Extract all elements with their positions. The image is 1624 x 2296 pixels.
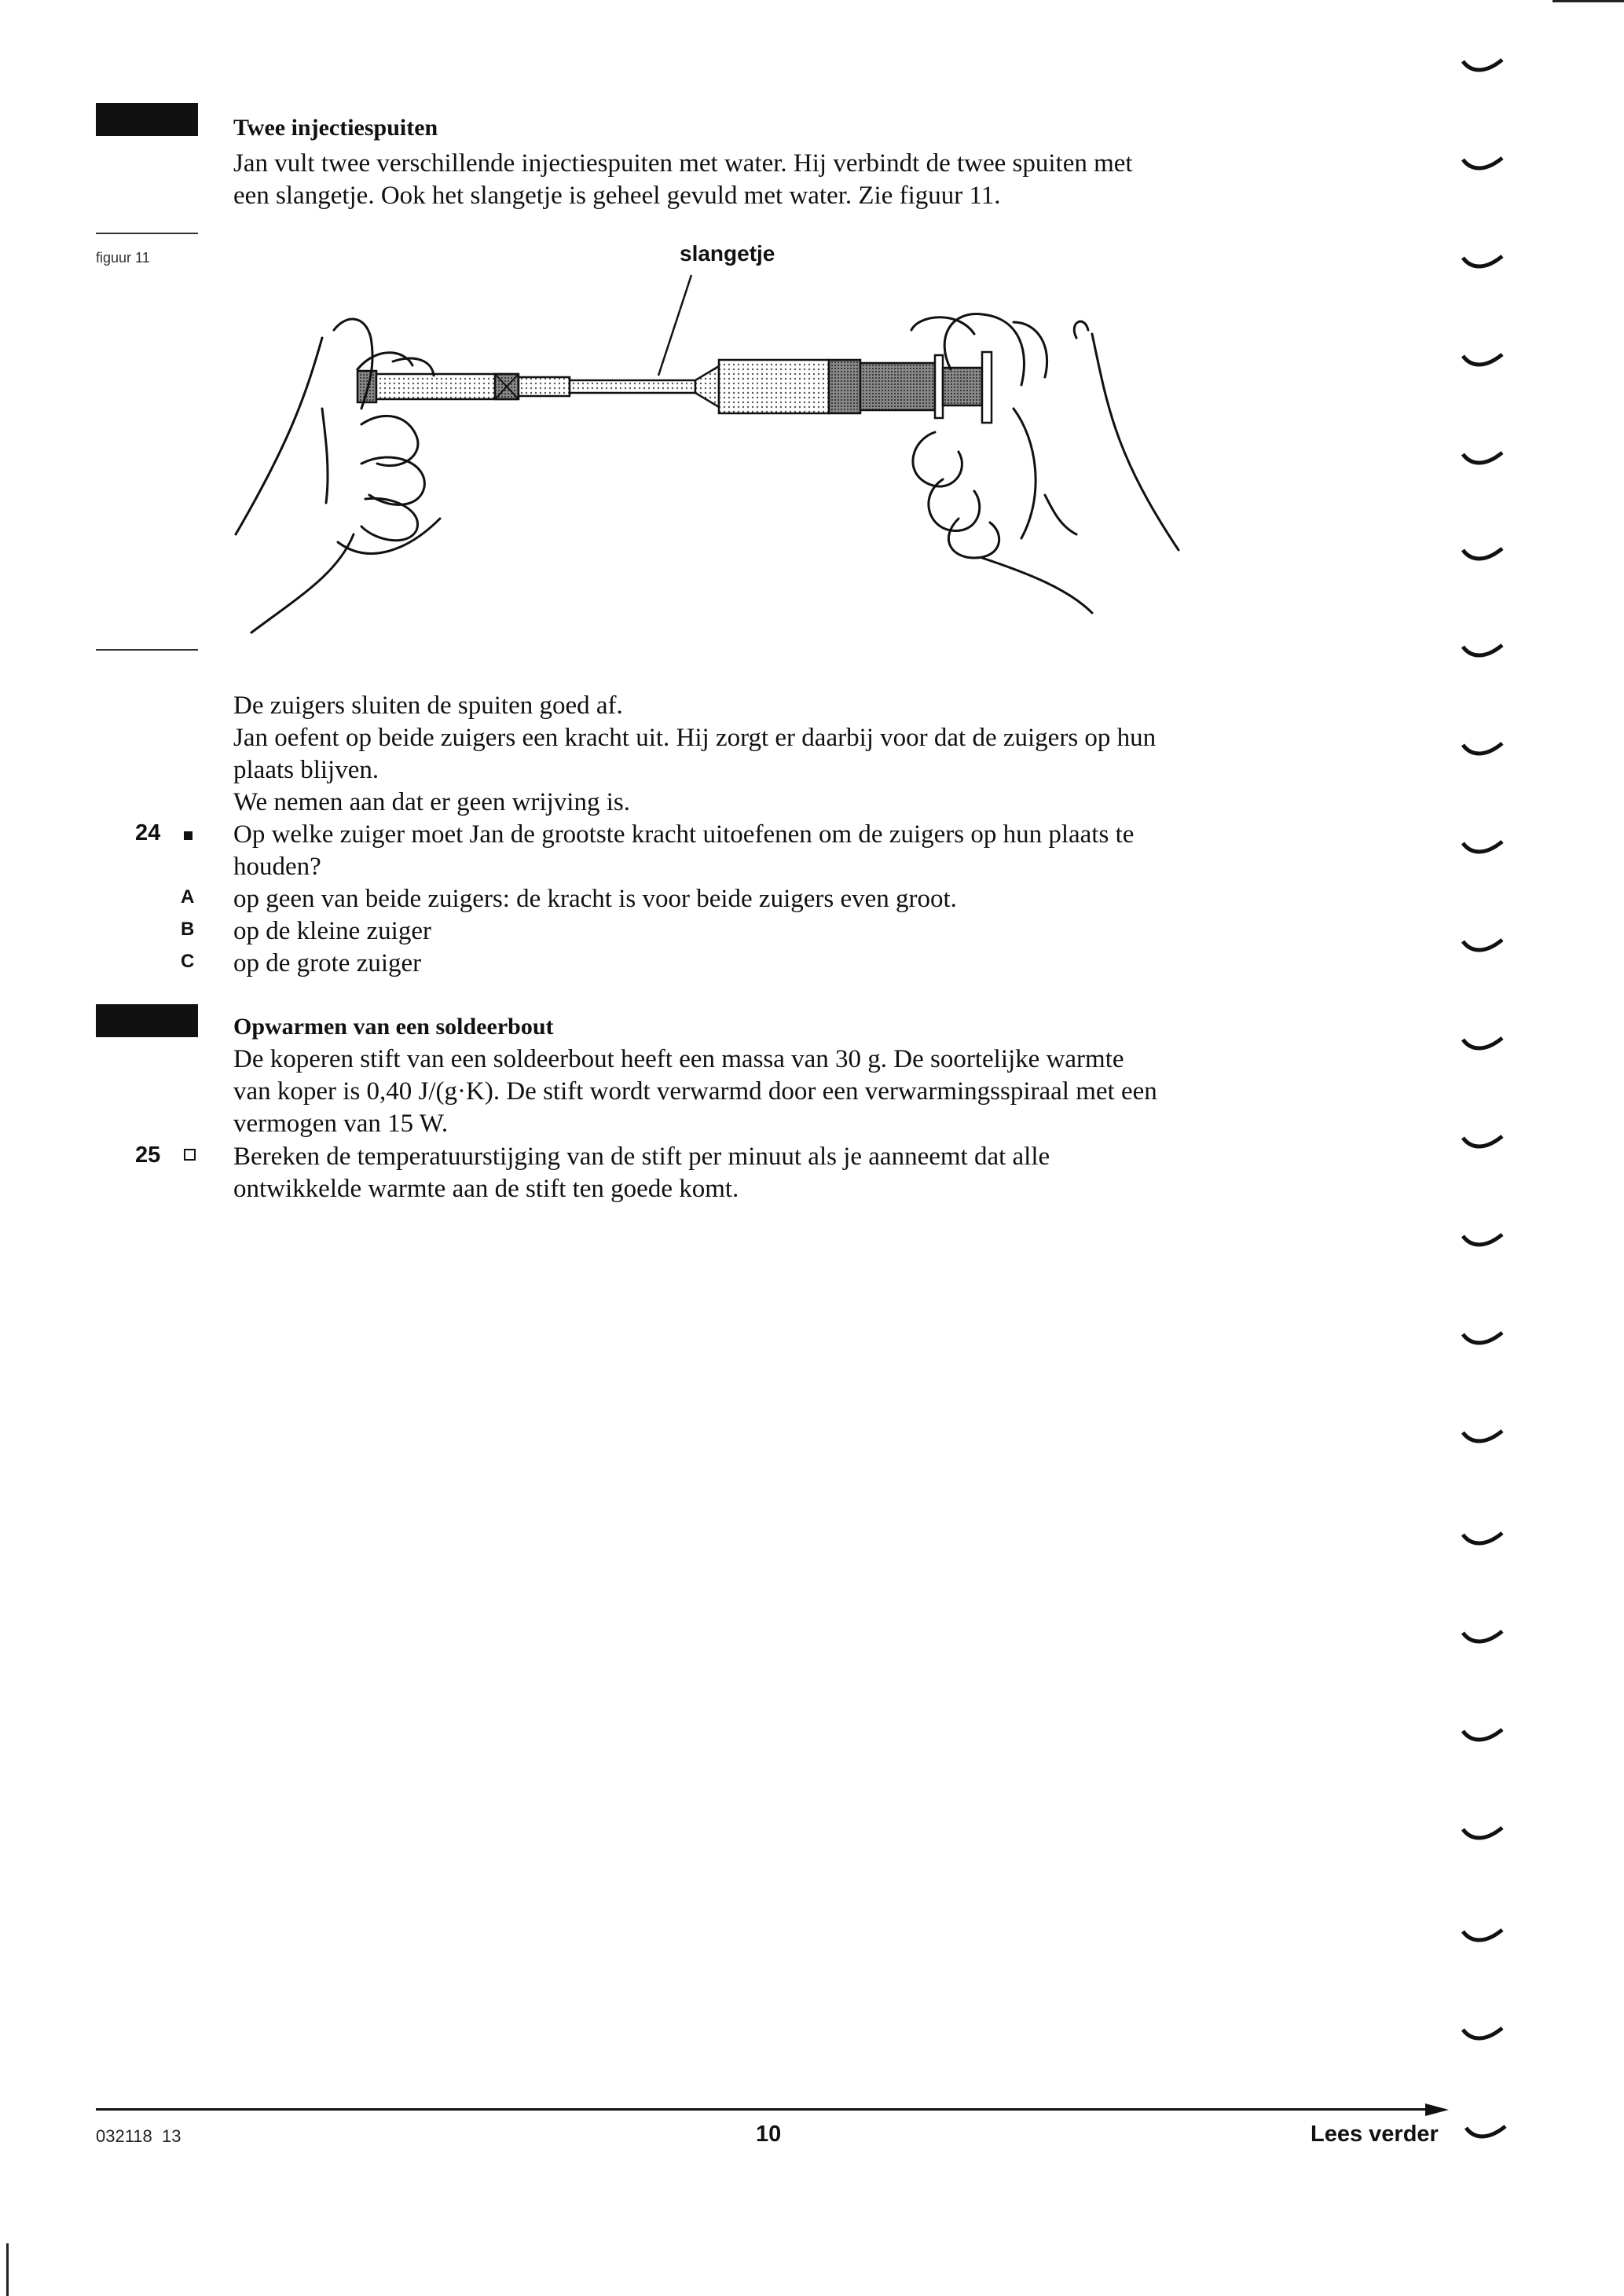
option-c-text[interactable]: op de grote zuiger [233, 949, 422, 977]
edge-line-top-right [1553, 0, 1624, 2]
check-mark-icon [1461, 935, 1505, 959]
text-line: Bereken de temperatuurstijging van de stift per minuut als je aanneemt dat alle [233, 1142, 1050, 1171]
check-mark-icon [1461, 55, 1505, 79]
check-mark-icon [1461, 739, 1505, 762]
page-number: 10 [756, 2122, 782, 2147]
question-24-text [233, 819, 1134, 883]
check-mark-icon [1461, 1328, 1505, 1352]
text-line: Jan vult twee verschillende injectiespuiten met water. Hij verbindt de twee spuiten met [233, 149, 1133, 178]
question-number-24: 24 [135, 820, 161, 845]
text-line: plaats blijven. [233, 756, 379, 784]
option-letter-c: C [181, 951, 195, 972]
syringes-figure [228, 236, 1202, 644]
check-mark-icon [1461, 640, 1505, 664]
text-line: ontwikkelde warmte aan de stift ten goede komt. [233, 1175, 739, 1203]
footer-arrow-icon [1425, 2100, 1450, 2120]
figure-bottom-rule [96, 649, 198, 651]
text-line: De koperen stift van een soldeerbout heeft een massa van 30 g. De soortelijke warmte [233, 1045, 1124, 1073]
check-mark-icon [1461, 1426, 1505, 1450]
section-marker-block [96, 103, 198, 136]
check-mark-icon [1461, 1627, 1505, 1650]
text-line: een slangetje. Ook het slangetje is geheel gevuld met water. Zie figuur 11. [233, 182, 1001, 210]
question-24-marker [184, 830, 192, 844]
check-mark-icon [1461, 837, 1505, 860]
text-line: houden? [233, 853, 321, 881]
option-b-text[interactable]: op de kleine zuiger [233, 917, 431, 945]
check-mark-icon [1461, 1925, 1505, 1949]
left-edge-mark [6, 2243, 9, 2296]
section-text-soldeerbout [233, 1043, 1157, 1140]
text-line: van koper is 0,40 J/(g·K). De stift wordt verwarmd door een verwarmingsspiraal met een [233, 1077, 1157, 1106]
continue-label: Lees verder [1311, 2122, 1439, 2147]
check-mark-icon [1461, 251, 1505, 275]
footer-code: 032118 13 [96, 2126, 181, 2146]
option-letter-a: A [181, 886, 195, 908]
text-line: Op welke zuiger moet Jan de grootste kracht uitoefenen om de zuigers op hun plaats te [233, 820, 1135, 849]
section-title-twee-injectiespuiten: Twee injectiespuiten [233, 115, 438, 141]
check-mark-icon [1461, 544, 1505, 567]
footer-rule [96, 2108, 1430, 2111]
check-mark-icon [1461, 1823, 1505, 1847]
question-number-25: 25 [135, 1142, 161, 1168]
check-mark-icon [1461, 1725, 1505, 1748]
intro-text [233, 690, 1156, 819]
check-mark-icon [1465, 2122, 1509, 2145]
slangetje-label: slangetje [680, 241, 775, 266]
check-mark-icon [1461, 1033, 1505, 1057]
question-25-text [233, 1141, 1050, 1205]
text-line: We nemen aan dat er geen wrijving is. [233, 788, 630, 816]
figure-caption-rule [96, 233, 198, 234]
check-mark-icon [1461, 1131, 1505, 1155]
check-mark-icon [1461, 350, 1505, 373]
text-line: De zuigers sluiten de spuiten goed af. [233, 691, 623, 720]
option-a-text[interactable]: op geen van beide zuigers: de kracht is voor beide zuigers even groot. [233, 885, 957, 913]
check-mark-icon [1461, 1528, 1505, 1552]
figure-caption: figuur 11 [96, 250, 150, 266]
section-text-twee-injectiespuiten [233, 148, 1133, 212]
section-marker-block [96, 1004, 198, 1037]
check-mark-icon [1461, 2023, 1505, 2047]
check-mark-icon [1461, 448, 1505, 471]
section-title-soldeerbout: Opwarmen van een soldeerbout [233, 1014, 554, 1040]
check-mark-icon [1461, 1230, 1505, 1253]
check-mark-icon [1461, 153, 1505, 177]
option-letter-b: B [181, 919, 195, 940]
text-line: vermogen van 15 W. [233, 1109, 449, 1138]
text-line: Jan oefent op beide zuigers een kracht uit. Hij zorgt er daarbij voor dat de zuigers op hun [233, 724, 1157, 752]
margin-check-marks [1461, 0, 1524, 2296]
question-25-marker [184, 1149, 196, 1165]
